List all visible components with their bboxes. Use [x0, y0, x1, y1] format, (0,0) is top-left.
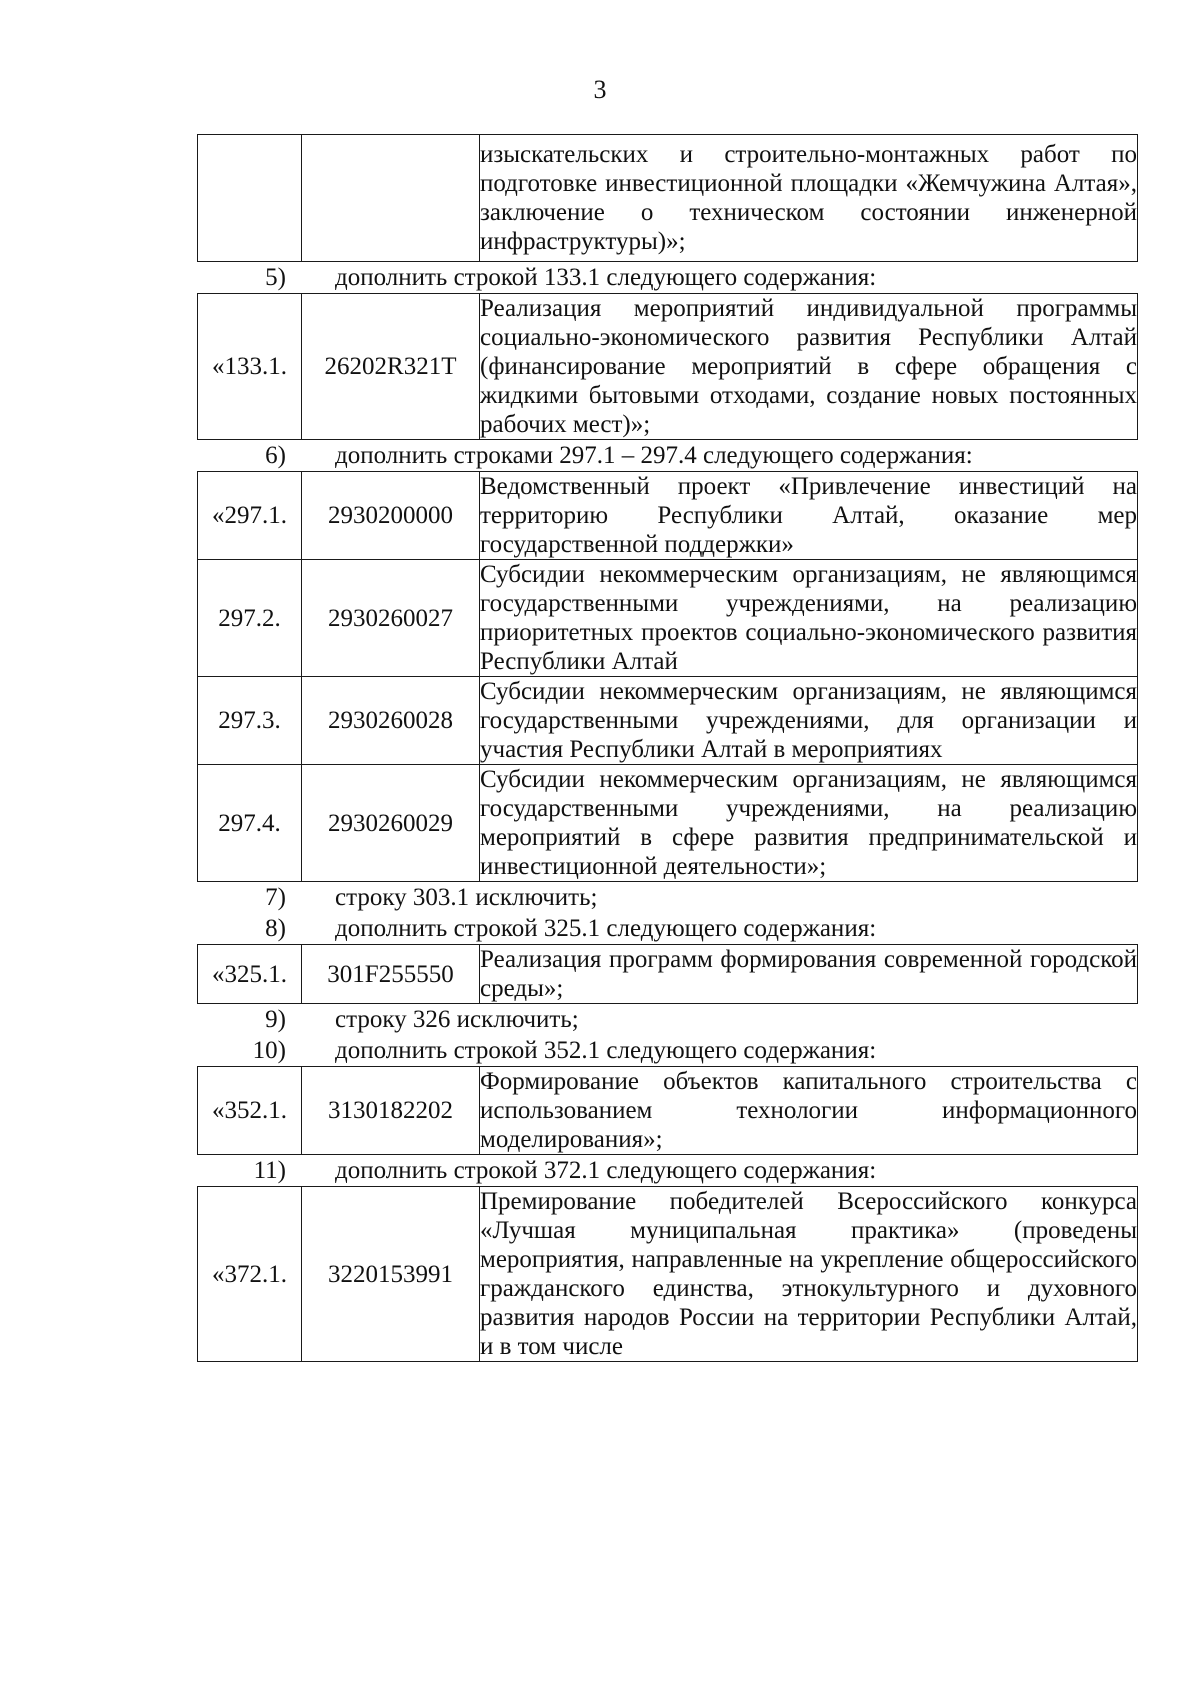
item-instruction: дополнить строкой 133.1 следующего содержания: — [335, 264, 877, 291]
table-row — [198, 472, 1138, 560]
row-code: 3220153991 — [302, 1187, 480, 1362]
item-instruction: дополнить строкой 372.1 следующего содержания: — [335, 1157, 877, 1184]
empty-cell — [302, 135, 480, 262]
amendment-table — [197, 293, 1138, 440]
row-code: 2930260029 — [302, 765, 480, 882]
row-number: «325.1. — [198, 945, 302, 1004]
row-number: «372.1. — [198, 1187, 302, 1362]
item-number: 6) — [265, 442, 286, 469]
amendment-item — [197, 882, 1137, 913]
table-row — [198, 677, 1138, 765]
table-row — [198, 294, 1138, 440]
item-number: 5) — [265, 264, 286, 291]
item-instruction: строку 326 исключить; — [335, 1006, 579, 1033]
amendment-table — [197, 1066, 1138, 1155]
row-number: «297.1. — [198, 472, 302, 560]
item-instruction: дополнить строкой 352.1 следующего содержания: — [335, 1037, 877, 1064]
item-instruction: строку 303.1 исключить; — [335, 884, 598, 911]
row-description: Реализация мероприятий индивидуальной программы социально-экономического развития Республики Алтай (финансирование мероприятий в сфере обращения с жидкими бытовыми отходами, создание новых постоянных рабочих мест)»; — [480, 295, 1137, 438]
row-description: Ведомственный проект «Привлечение инвестиций на территорию Республики Алтай, оказание мер государственной поддержки» — [480, 473, 1137, 558]
row-description: Реализация программ формирования современной городской среды»; — [480, 946, 1137, 1002]
row-code: 3130182202 — [302, 1067, 480, 1155]
table-row — [198, 945, 1138, 1004]
item-number: 10) — [252, 1037, 286, 1064]
table-row — [198, 1067, 1138, 1155]
row-description: Субсидии некоммерческим организациям, не являющимся государственными учреждениями, для организации и участия Республики Алтай в мероприятиях — [480, 678, 1137, 763]
page-number: 3 — [593, 75, 607, 104]
amendment-item — [197, 1004, 1137, 1035]
row-number: «352.1. — [198, 1067, 302, 1155]
row-code: 301F255550 — [302, 945, 480, 1004]
amendment-table — [197, 1186, 1138, 1362]
empty-cell — [198, 135, 302, 262]
item-instruction: дополнить строкой 325.1 следующего содержания: — [335, 915, 877, 942]
table-row — [198, 1187, 1138, 1362]
item-number: 8) — [265, 915, 286, 942]
row-description: изыскательских и строительно-монтажных работ по подготовке инвестиционной площадки «Жемчужина Алтая», заключение о техническом состоянии инженерной инфраструктуры)»; — [480, 135, 1138, 262]
row-description: Субсидии некоммерческим организациям, не являющимся государственными учреждениями, на реализацию приоритетных проектов социально-экономического развития Республики Алтай — [480, 561, 1137, 675]
document-body — [197, 134, 1137, 1362]
row-number: 297.3. — [198, 677, 302, 765]
item-number: 7) — [265, 884, 286, 911]
amendment-item — [197, 1155, 1137, 1186]
amendment-table — [197, 944, 1138, 1004]
item-number: 9) — [265, 1006, 286, 1033]
table-row — [198, 135, 1138, 262]
row-code: 26202R321T — [302, 294, 480, 440]
continuation-table — [197, 134, 1138, 262]
row-number: «133.1. — [198, 294, 302, 440]
row-description: Премирование победителей Всероссийского конкурса «Лучшая муниципальная практика» (проведены мероприятия, направленные на укрепление общероссийского гражданского единства, этнокультурного и духовного развития народов России на территории Республики Алтай, и в том числе — [480, 1188, 1137, 1360]
row-description: Формирование объектов капитального строительства с использованием технологии информационного моделирования»; — [480, 1068, 1137, 1153]
row-number: 297.4. — [198, 765, 302, 882]
row-code: 2930260027 — [302, 560, 480, 677]
row-number: 297.2. — [198, 560, 302, 677]
row-code: 2930260028 — [302, 677, 480, 765]
table-row — [198, 560, 1138, 677]
item-number: 11) — [253, 1157, 286, 1184]
amendment-item — [197, 440, 1137, 471]
amendment-item — [197, 913, 1137, 944]
row-code: 2930200000 — [302, 472, 480, 560]
table-row — [198, 765, 1138, 882]
amendment-item — [197, 262, 1137, 293]
amendment-item — [197, 1035, 1137, 1066]
amendment-sections — [197, 262, 1137, 1362]
row-description: Субсидии некоммерческим организациям, не являющимся государственными учреждениями, на реализацию мероприятий в сфере развития предпринимательской и инвестиционной деятельности»; — [480, 766, 1137, 880]
amendment-table — [197, 471, 1138, 882]
item-instruction: дополнить строками 297.1 – 297.4 следующего содержания: — [335, 442, 973, 469]
